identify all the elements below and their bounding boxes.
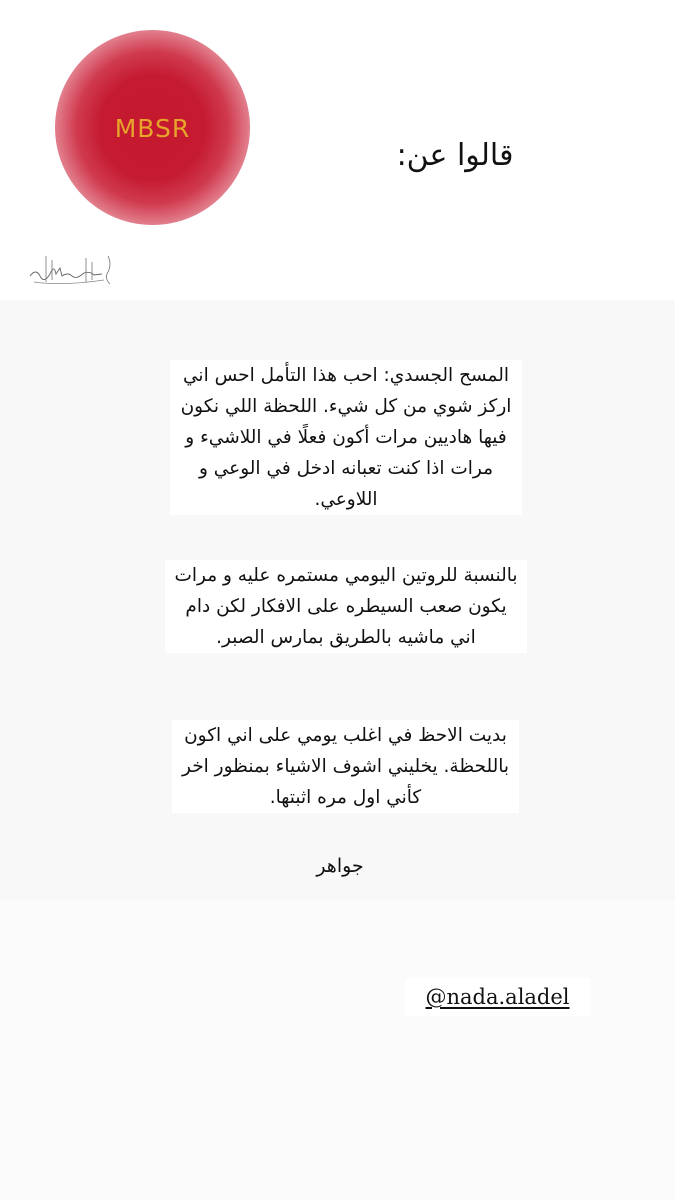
testimonial-paragraph: بالنسبة للروتين اليومي مستمره عليه و مرات يكون صعب السيطره على الافكار لكن دام اني ماشيه بالطريق بمارس الصبر. [165,560,527,653]
testimonial-paragraph: بديت الاحظ في اغلب يومي على اني اكون باللحظة. يخليني اشوف الاشياء بمنظور اخر كأني اول مره اثبتها. [172,720,519,813]
signature-logo [28,246,128,296]
author-name: جواهر [316,855,364,877]
footer-area [0,900,675,1200]
testimonial-paragraph: المسح الجسدي: احب هذا التأمل احس اني اركز شوي من كل شيء. اللحظة اللي نكون فيها هاديين مرات أكون فعلًا في اللاشيء و مرات اذا كنت تعبانه ادخل في الوعي و اللاوعي. [170,360,522,515]
handle-text: @nada.aladel [425,985,570,1009]
logo-text: MBSR [114,114,191,143]
mbsr-logo [55,30,250,225]
page-title: قالوا عن: [396,138,514,173]
instagram-handle-link[interactable] [405,978,590,1016]
